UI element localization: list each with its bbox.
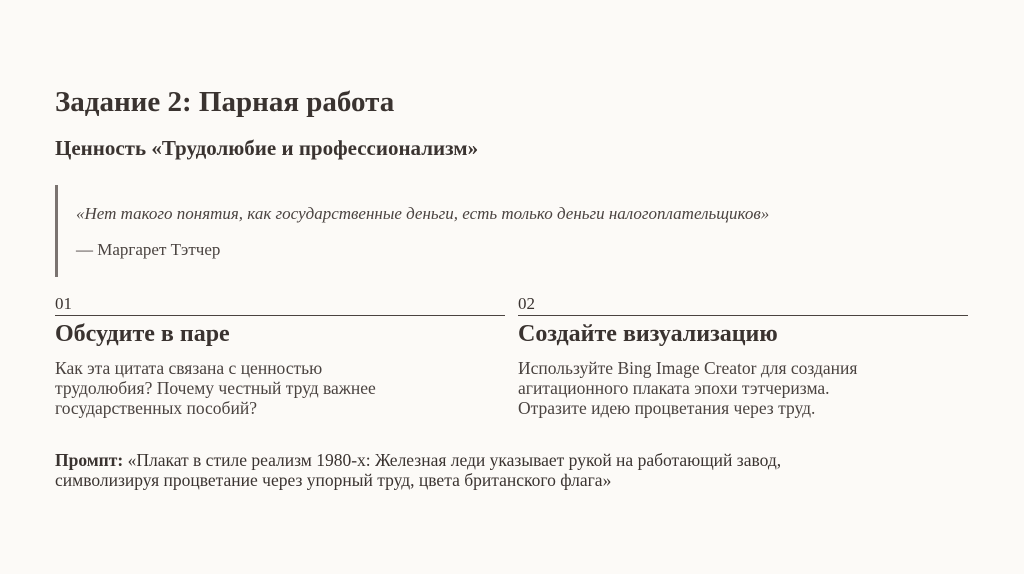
step-divider	[518, 315, 968, 316]
quote-text: «Нет такого понятия, как государственные деньги, есть только деньги налогоплательщиков»	[76, 204, 770, 223]
step-description-line: Используйте Bing Image Creator для создания	[518, 358, 858, 378]
step-description-line: агитационного плаката эпохи тэтчеризма.	[518, 378, 830, 398]
step-heading: Создайте визуализацию	[518, 321, 778, 347]
prompt-line-2: символизируя процветание через упорный труд, цвета британского флага»	[55, 470, 612, 490]
prompt-line-1-text: «Плакат в стиле реализм 1980-х: Железная леди указывает рукой на работающий завод,	[123, 450, 782, 470]
quote-block	[55, 185, 975, 277]
prompt-text	[55, 450, 975, 490]
step-description	[55, 358, 505, 418]
step-description-line: Как эта цитата связана с ценностью	[55, 358, 323, 378]
page-title: Задание 2: Парная работа	[55, 86, 395, 118]
step-divider	[55, 315, 505, 316]
step-discuss	[55, 293, 505, 418]
page-subtitle: Ценность «Трудолюбие и профессионализм»	[55, 136, 479, 160]
step-number: 02	[518, 294, 535, 313]
step-description-line: государственных пособий?	[55, 398, 257, 418]
prompt-label: Промпт:	[55, 450, 124, 470]
step-number: 01	[55, 294, 72, 313]
step-description	[518, 358, 968, 418]
step-heading: Обсудите в паре	[55, 321, 230, 347]
quote-author: — Маргарет Тэтчер	[76, 240, 221, 259]
step-visualize	[518, 293, 968, 418]
step-description-line: трудолюбия? Почему честный труд важнее	[55, 378, 376, 398]
step-description-line: Отразите идею процветания через труд.	[518, 398, 816, 418]
prompt-line-1	[55, 450, 975, 470]
